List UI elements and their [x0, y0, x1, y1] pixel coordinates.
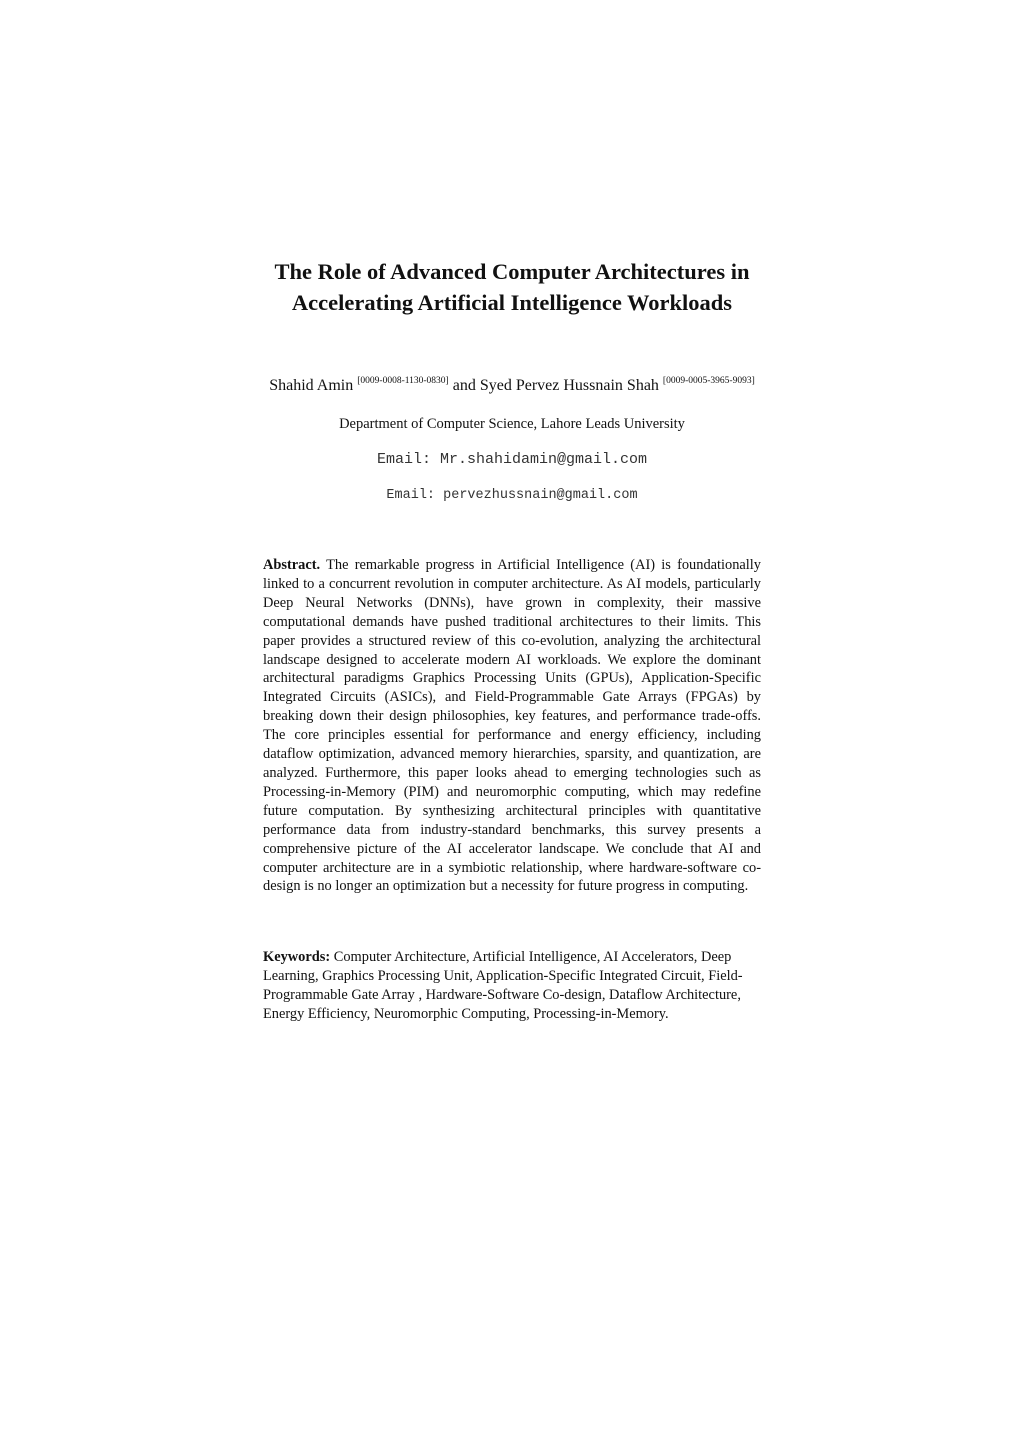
author-list: [110, 374, 914, 398]
abstract: [263, 556, 761, 896]
title-line-2: Accelerating Artificial Intelligence Workloads: [291, 290, 733, 315]
author-2-orcid: [0009-0005-3965-9093]: [662, 376, 755, 386]
author-1-name: Shahid Amin: [269, 377, 354, 394]
affiliation: Department of Computer Science, Lahore Leads University: [339, 416, 685, 432]
author-1-orcid: [0009-0008-1130-0830]: [357, 376, 449, 386]
author-conjunction: and: [452, 377, 476, 394]
author-2-name: Syed Pervez Hussnain Shah: [479, 377, 659, 394]
abstract-label: Abstract.: [263, 557, 321, 573]
keywords-label: Keywords:: [263, 949, 331, 965]
title-line-1: The Role of Advanced Computer Architectures in: [274, 259, 750, 284]
paper-title: [150, 256, 874, 318]
keywords: [263, 948, 761, 1024]
email-1: Email: Mr.shahidamin@gmail.com: [376, 451, 648, 468]
keywords-text: Computer Architecture, Artificial Intelligence, AI Accelerators, Deep Learning, Graphics Processing Unit, Application-Specific Integrated Circuit, Field-Programmable Gate Array , Hardware-Software Co-design, Dataflow Architecture, Energy Efficiency, Neuromorphic Computing, Processing-in-Memory.: [263, 949, 743, 1022]
abstract-text: The remarkable progress in Artificial Intelligence (AI) is foundationally linked to a concurrent revolution in computer architecture. As AI models, particularly Deep Neural Networks (DNNs), have grown in complexity, their massive computational demands have pushed traditional architectures to their limits. This paper provides a structured review of this co-evolution, analyzing the architectural landscape designed to accelerate modern AI workloads. We explore the dominant architectural paradigms Graphics Processing Units (GPUs), Application-Specific Integrated Circuits (ASICs), and Field-Programmable Gate Arrays (FPGAs) by breaking down their design philosophies, key features, and performance trade-offs. The core principles essential for performance and energy efficiency, including dataflow optimization, advanced memory hierarchies, sparsity, and quantization, are analyzed. Furthermore, this paper looks ahead to emerging technologies such as Processing-in-Memory (PIM) and neuromorphic computing, which may redefine future computation. By synthesizing architectural principles with quantitative performance data from industry-standard benchmarks, this survey presents a comprehensive picture of the AI accelerator landscape. We conclude that AI and computer architecture are in a symbiotic relationship, where hardware-software co-design is no longer an optimization but a necessity for future progress in computing.: [263, 557, 761, 895]
email-2: Email: pervezhussnain@gmail.com: [386, 488, 638, 503]
